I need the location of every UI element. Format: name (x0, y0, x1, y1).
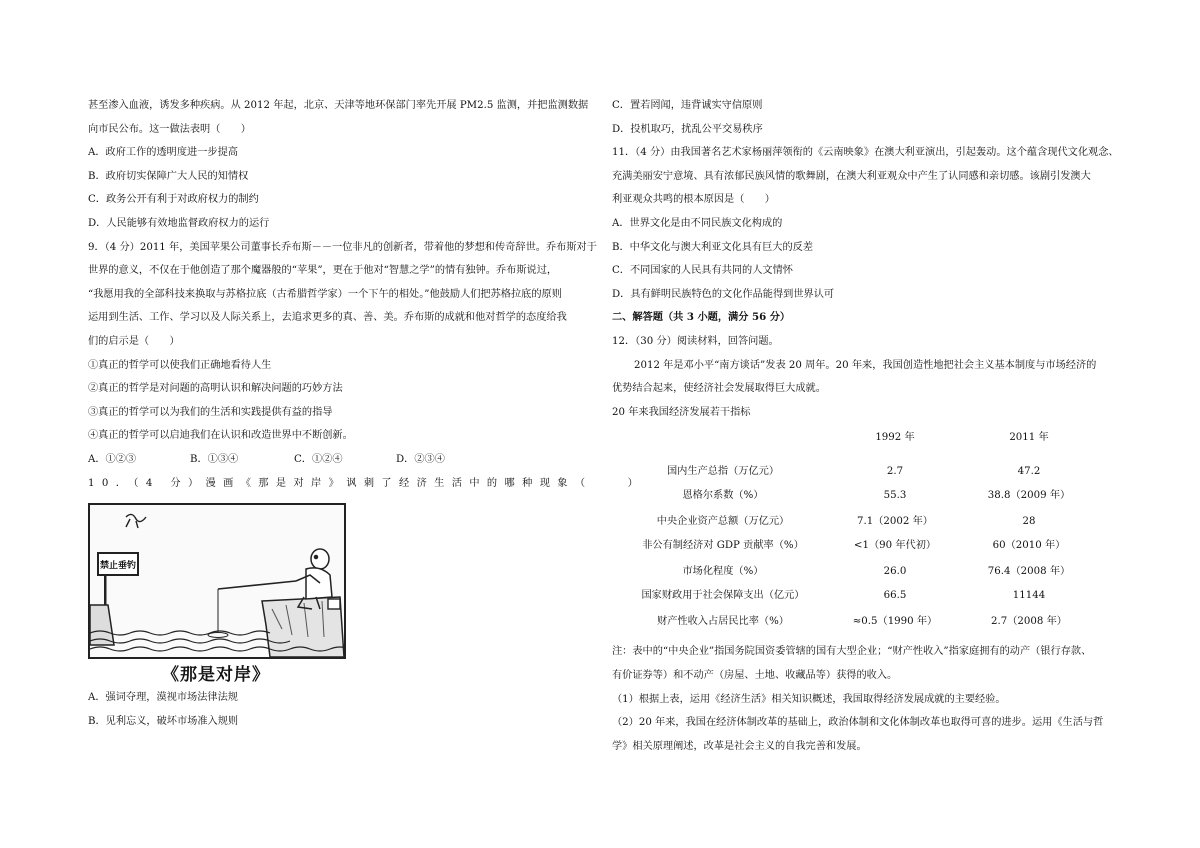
row-value-2011: 28 (1022, 516, 1036, 528)
q9-stem-line: 世界的意义，不仅在于他创造了那个魔器般的“苹果”，更在于他对“智慧之学”的情有独钟。乔布斯说过， (88, 265, 558, 277)
left-column (88, 94, 646, 733)
row-value-1992: 7.1（2002 年） (857, 516, 933, 528)
q8-text-line: 向市民公布。这一做法表明（ ） (88, 123, 251, 135)
q9-item-3: ③真正的哲学可以为我们的生活和实践提供有益的指导 (88, 406, 333, 418)
table-header-row (612, 426, 1132, 450)
q11-stem-line: 11．（4 分）由我国著名艺术家杨丽萍领衔的《云南映象》在澳大利亚演出，引起轰动。这个蕴含现代文化观念、 (612, 147, 1119, 159)
q11-option-b: B．中华文化与澳大利亚文化具有巨大的反差 (612, 241, 814, 253)
q9-item-2: ②真正的哲学是对问题的高明认识和解决问题的巧妙方法 (88, 383, 343, 395)
row-label: 中央企业资产总额（万亿元） (656, 516, 790, 528)
table-note-line: 有价证券等）和不动产（房屋、土地、收藏品等）获得的收入。 (612, 669, 898, 681)
header-2011: 2011 年 (1009, 432, 1049, 444)
q9-choice-b: B．①③④ (190, 453, 239, 465)
table-row (612, 484, 1132, 508)
q9-choice-c: C．①②④ (294, 453, 343, 465)
q9-stem-line: “我愿用我的全部科技来换取与苏格拉底（古希腊哲学家）一个下午的相处。”他鼓励人们把苏格拉底的原则 (88, 288, 562, 300)
indicator-table (612, 426, 1132, 656)
q12-stem: 12．（30 分）阅读材料，回答问题。 (612, 335, 779, 347)
row-value-1992: 26.0 (883, 566, 907, 578)
table-title: 20 年来我国经济发展若干指标 (612, 406, 751, 418)
row-label: 恩格尔系数（%） (682, 490, 764, 502)
q9-stem-line: 9．（4 分）2011 年，美国苹果公司董事长乔布斯－－一位非凡的创新者，带着他的梦想和传奇辞世。乔布斯对于 (88, 241, 597, 253)
row-value-1992: ≈0.5（1990 年） (852, 616, 938, 628)
fly-doodle (126, 515, 146, 529)
q11-stem-line: 利亚观众共鸣的根本原因是（ ） (612, 194, 775, 206)
q9-choices (88, 448, 590, 472)
q12-part-2-line: 学》相关原理阐述，改革是社会主义的自我完善和发展。 (612, 740, 867, 752)
row-value-2011: 11144 (1012, 590, 1046, 602)
cartoon-figure (88, 503, 344, 686)
table-row (612, 610, 1132, 634)
section-heading: 二、解答题（共 3 小题，满分 56 分） (612, 311, 791, 324)
q11-option-a: A．世界文化是由不同民族文化构成的 (612, 217, 783, 229)
cartoon-caption: 《那是对岸》 (162, 665, 270, 686)
table-row (612, 460, 1132, 484)
q9-stem-line: 运用到生活、工作、学习以及人际关系上，去追求更多的真、善、美。乔布斯的成就和他对哲学的态度给我 (88, 312, 567, 324)
q9-item-4: ④真正的哲学可以启迪我们在认识和改造世界中不断创新。 (88, 430, 353, 442)
q12-intro-line: 2012 年是邓小平“南方谈话”发表 20 周年。20 年来，我国创造性地把社会主义基本制度与市场经济的 (634, 359, 1097, 371)
q10-option-a: A．强词夺理，漠视市场法律法规 (88, 692, 238, 704)
row-value-1992: 2.7 (886, 466, 904, 478)
q8-text-line: 甚至渗入血液，诱发多种疾病。从 2012 年起，北京、天津等地环保部门率先开展 PM2.5 监测，并把监测数据 (88, 100, 589, 111)
row-label: 市场化程度（%） (682, 566, 764, 578)
q11-option-c: C．不同国家的人民具有共同的人文情怀 (612, 265, 793, 277)
q11-option-d: D．具有鲜明民族特色的文化作品能得到世界认可 (612, 288, 835, 300)
sign-text: 禁止垂钓 (99, 561, 137, 572)
q8-option-b: B．政府切实保障广大人民的知情权 (88, 170, 249, 182)
q12-part-2-line: （2）20 年来，我国在经济体制改革的基础上，政治体制和文化体制改革也取得可喜的进步。运用《生活与哲 (612, 717, 1104, 729)
bucket (328, 599, 340, 609)
q8-option-c: C．政务公开有利于对政府权力的制约 (88, 194, 259, 206)
q12-part-1: （1）根据上表，运用《经济生活》相关知识概述，我国取得经济发展成就的主要经验。 (612, 693, 1006, 705)
q9-choice-d: D．②③④ (396, 453, 445, 465)
q10-stem: 10．（4 分）漫画《那是对岸》讽刺了经济生活中的哪种现象（ ） (88, 477, 646, 489)
table-row (612, 534, 1132, 558)
table-note-line: 注：表中的“中央企业”指国务院国资委管辖的国有大型企业；“财产性收入”指家庭拥有的动产（银行存款、 (612, 646, 1092, 658)
q9-item-1: ①真正的哲学可以使我们正确地看待人生 (88, 359, 272, 371)
row-value-2011: 76.4（2008 年） (987, 566, 1071, 578)
row-value-2011: 38.8（2009 年） (987, 490, 1071, 502)
cartoon-drawing (90, 505, 344, 657)
table-row (612, 560, 1132, 584)
table-row (612, 584, 1132, 608)
q10-option-b: B．见利忘义，破坏市场准入规则 (88, 715, 239, 727)
row-value-2011: 60（2010 年） (992, 540, 1066, 552)
cartoon-image (88, 503, 346, 659)
q9-choice-a: A．①②③ (88, 453, 137, 465)
row-label: 非公有制经济对 GDP 贡献率（%） (642, 540, 804, 552)
q8-option-d: D．人民能够有效地监督政府权力的运行 (88, 217, 270, 229)
row-value-2011: 47.2 (1017, 466, 1041, 478)
q8-option-a: A．政府工作的透明度进一步提高 (88, 147, 238, 159)
q9-stem-line: 们的启示是（ ） (88, 335, 180, 347)
q10-option-c: C．置若罔闻，违背诚实守信原则 (612, 100, 763, 111)
row-value-1992: <1（90 年代初） (853, 540, 937, 552)
q10-option-d: D．投机取巧，扰乱公平交易秩序 (612, 123, 763, 135)
header-1992: 1992 年 (875, 432, 915, 444)
row-label: 国家财政用于社会保障支出（亿元） (641, 590, 805, 602)
table-row (612, 510, 1132, 534)
row-label: 国内生产总指（万亿元） (666, 466, 780, 478)
right-column (612, 94, 1132, 758)
q12-intro-line: 优势结合起来，使经济社会发展取得巨大成就。 (612, 383, 826, 395)
fishing-rod (218, 581, 296, 589)
row-label: 财产性收入占居民比率（%） (657, 616, 789, 628)
row-value-1992: 55.3 (883, 490, 907, 502)
row-value-2011: 2.7（2008 年） (991, 616, 1067, 628)
row-value-1992: 66.5 (883, 590, 907, 602)
q11-stem-line: 充满美丽安宁意境、具有浓郁民族风情的歌舞剧，在澳大利亚观众中产生了认同感和亲切感。该剧引发澳大 (612, 170, 1091, 182)
